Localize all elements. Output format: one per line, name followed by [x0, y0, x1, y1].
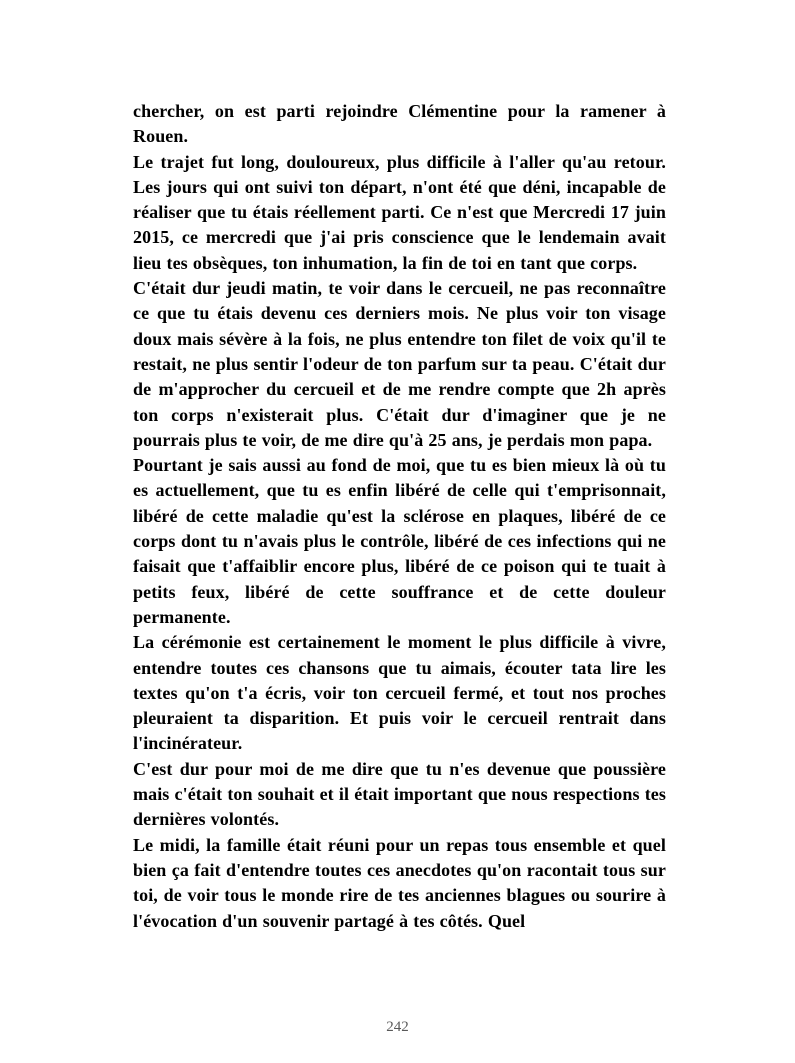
- page-number: 242: [386, 1019, 409, 1035]
- paragraph: La cérémonie est certainement le moment le plus difficile à vivre, entendre toutes ces chansons que tu aimais, écouter tata lire les textes qu'on t'a écris, voir ton cercueil fermé, et tout nos proches pleuraient ta disparition. Et puis voir le cercueil rentrait dans l'incinérateur.: [133, 632, 666, 754]
- page-footer: [0, 1018, 795, 1036]
- paragraph: Pourtant je sais aussi au fond de moi, que tu es bien mieux là où tu es actuellement, que tu es enfin libéré de celle qui t'emprisonnait, libéré de cette maladie qu'est la sclérose en plaques, libéré de ce corps dont tu n'avais plus le contrôle, libéré de ces infections qui ne faisait que t'affaiblir encore plus, libéré de ce poison qui te tuait à petits feux, libéré de cette souffrance et de cette douleur permanente.: [133, 455, 666, 627]
- paragraph: C'était dur jeudi matin, te voir dans le cercueil, ne pas reconnaître ce que tu étais devenu ces derniers mois. Ne plus voir ton visage doux mais sévère à la fois, ne plus entendre ton filet de voix qu'il te restait, ne plus sentir l'odeur de ton parfum sur ta peau. C'était dur de m'approcher du cercueil et de me rendre compte que 2h après ton corps n'existerait plus. C'était dur d'imaginer que je ne pourrais plus te voir, de me dire qu'à 25 ans, je perdais mon papa.: [133, 278, 666, 450]
- paragraph: Le trajet fut long, douloureux, plus difficile à l'aller qu'au retour. Les jours qui ont suivi ton départ, n'ont été que déni, incapable de réaliser que tu étais réellement parti. Ce n'est que Mercredi 17 juin 2015, ce mercredi que j'ai pris conscience que le lendemain avait lieu tes obsèques, ton inhumation, la fin de toi en tant que corps.: [133, 151, 666, 273]
- text-block: [133, 99, 666, 934]
- paragraph: chercher, on est parti rejoindre Clémentine pour la ramener à Rouen.: [133, 101, 666, 147]
- paragraph: C'est dur pour moi de me dire que tu n'es devenue que poussière mais c'était ton souhait et il était important que nous respections tes dernières volontés.: [133, 758, 666, 830]
- paragraph: Le midi, la famille était réuni pour un repas tous ensemble et quel bien ça fait d'entendre toutes ces anecdotes qu'on racontait tous sur toi, de voir tous le monde rire de tes anciennes blagues ou sourire à l'évocation d'un souvenir partagé à tes côtés. Quel: [133, 834, 666, 931]
